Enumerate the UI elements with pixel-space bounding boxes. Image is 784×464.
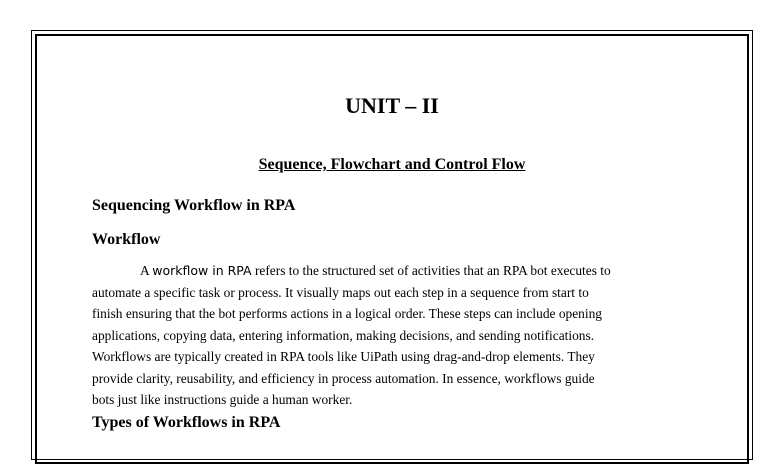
paragraph-suffix: refers to the structured set of activities that an RPA bot executes to: [251, 263, 611, 278]
paragraph-line: finish ensuring that the bot performs actions in a logical order. These steps can include opening: [92, 306, 602, 321]
paragraph-line: provide clarity, reusability, and efficiency in process automation. In essence, workflows guide: [92, 370, 595, 386]
workflow-paragraph: [92, 260, 692, 411]
paragraph-line: automate a specific task or process. It visually maps out each step in a sequence from start to: [92, 284, 589, 300]
paragraph-prefix: A: [140, 263, 153, 278]
paragraph-line: Workflows are typically created in RPA tools like UiPath using drag-and-drop elements. They: [92, 349, 595, 364]
paragraph-line: applications, copying data, entering information, making decisions, and sending notifications.: [92, 327, 595, 343]
paragraph-line: [92, 260, 692, 282]
subsection-heading: Workflow: [92, 231, 161, 248]
paragraph-term: workflow in RPA: [152, 263, 252, 278]
unit-title: UNIT – II: [345, 93, 439, 118]
section-heading: Sequencing Workflow in RPA: [92, 197, 296, 214]
chapter-title: Sequence, Flowchart and Control Flow: [258, 156, 526, 173]
types-heading: Types of Workflows in RPA: [92, 414, 281, 431]
paragraph-line: bots just like instructions guide a human worker.: [92, 392, 353, 407]
